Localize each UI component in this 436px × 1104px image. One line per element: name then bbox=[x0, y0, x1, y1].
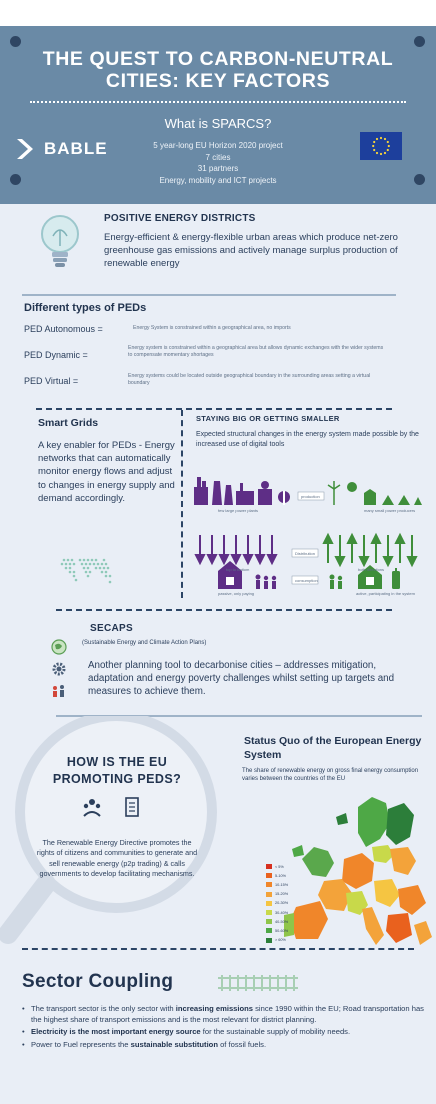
legend-label: 15-20% bbox=[275, 892, 289, 897]
ped-autonomous-desc: Energy System is constrained within a geographical area, no imports bbox=[133, 325, 291, 331]
label-top-to-bottom: top to bottom bbox=[226, 567, 250, 572]
legend-item bbox=[266, 871, 288, 880]
sector-coupling-heading: Sector Coupling bbox=[22, 971, 174, 992]
community-icon bbox=[82, 796, 102, 818]
label-few-large-plants: few large power plants bbox=[218, 508, 259, 513]
legend-label: 40-50% bbox=[275, 919, 289, 924]
map-legend bbox=[266, 862, 288, 945]
bable-wordmark: BABLE bbox=[44, 139, 108, 158]
label-production: production bbox=[301, 494, 320, 499]
secaps-heading: SECAPS bbox=[90, 623, 133, 634]
fact-line: 5 year-long EU Horizon 2020 project bbox=[153, 141, 283, 150]
corner-dot bbox=[10, 174, 21, 185]
bidirectional-arrows bbox=[324, 535, 416, 565]
label-many-small-producers: many small power producers bbox=[364, 508, 416, 513]
list-item bbox=[22, 1040, 426, 1051]
legend-swatch bbox=[266, 938, 272, 943]
corner-dot bbox=[414, 36, 425, 47]
label-active: active, participating in the system bbox=[356, 591, 415, 596]
power-plant-icons bbox=[194, 477, 272, 505]
bullet-emphasis: sustainable substitution bbox=[130, 1039, 218, 1049]
railway-icon bbox=[218, 975, 298, 991]
page-title: THE QUEST TO CARBON-NEUTRAL CITIES: KEY FACTORS bbox=[42, 48, 394, 92]
ped-types-heading: Different types of PEDs bbox=[24, 302, 147, 314]
dashed-divider bbox=[22, 948, 414, 950]
header-banner bbox=[0, 26, 436, 204]
status-quo-heading: Status Quo of the European Energy System bbox=[244, 735, 422, 761]
fact-line: Energy, mobility and ICT projects bbox=[159, 175, 277, 185]
staying-big-subtitle: Expected structural changes in the energy system made possible by the increased use of digital tools bbox=[196, 431, 419, 448]
legend-label: 5-10% bbox=[275, 873, 286, 878]
europe-map bbox=[262, 789, 436, 969]
ped-dynamic-desc: Energy system is constrained within a geographical area but allows dynamic exchanges with the wider systems to compensate momentary shortages bbox=[128, 345, 384, 358]
bable-logo bbox=[14, 136, 114, 162]
list-item bbox=[22, 1004, 426, 1025]
bullet-text: The transport sector is the only sector with bbox=[31, 1004, 176, 1013]
sector-coupling-list bbox=[22, 1004, 426, 1052]
legend-swatch bbox=[266, 892, 272, 897]
people-plan-icon bbox=[50, 682, 68, 700]
staying-big-heading: STAYING BIG OR GETTING SMALLER bbox=[196, 414, 340, 423]
infographic-page bbox=[0, 26, 436, 1104]
label-passive: passive, only paying bbox=[218, 591, 255, 596]
globe-icon bbox=[50, 638, 68, 656]
legend-label: > 60% bbox=[275, 938, 286, 943]
legend-swatch bbox=[266, 910, 272, 915]
fact-line: 7 cities bbox=[205, 152, 231, 162]
eu-promoting-heading: HOW IS THE EU PROMOTING PEDS? bbox=[52, 755, 182, 786]
legend-label: 50-60% bbox=[275, 928, 289, 933]
what-is-sparcs: What is SPARCS? bbox=[164, 116, 272, 131]
label-both-directions: both directions bbox=[358, 567, 385, 572]
bullet-text: since 1990 within the EU; Road transportation has the highest share of transport emissions and is the most relevant for district planning. bbox=[31, 1004, 424, 1024]
title-divider bbox=[30, 101, 406, 103]
legend-item bbox=[266, 890, 288, 899]
dashed-divider bbox=[56, 609, 392, 611]
bullet-text: of fossil fuels. bbox=[217, 1039, 267, 1049]
down-arrows bbox=[196, 535, 276, 563]
bullet-text: Power to Fuel represents the bbox=[31, 1039, 131, 1049]
corner-dot bbox=[10, 36, 21, 47]
ped-virtual-label: PED Virtual = bbox=[24, 376, 79, 386]
smart-grids-heading: Smart Grids bbox=[38, 417, 99, 429]
ped-autonomous-label: PED Autonomous = bbox=[24, 324, 103, 334]
sparcs-facts bbox=[120, 140, 316, 186]
secaps-text: Another planning tool to decarbonise cities – addresses mitigation, adaptation and energy poverty challenges whilst setting up targets and measures to achieve them. bbox=[88, 660, 395, 698]
legend-item bbox=[266, 936, 288, 945]
legend-item bbox=[266, 880, 288, 889]
legend-label: 30-40% bbox=[275, 910, 289, 915]
vertical-dashed-divider bbox=[181, 410, 183, 598]
bullet-emphasis: Electricity is the most important energy source bbox=[31, 1027, 201, 1037]
legend-item bbox=[266, 926, 288, 935]
bullet-text: for the sustainable supply of mobility needs. bbox=[200, 1027, 351, 1037]
list-item bbox=[22, 1027, 426, 1038]
label-consumption: consumption bbox=[295, 578, 318, 583]
legend-item bbox=[266, 908, 288, 917]
legend-swatch bbox=[266, 873, 272, 878]
legend-item bbox=[266, 899, 288, 908]
corner-dot bbox=[414, 174, 425, 185]
lightbulb-icon bbox=[38, 212, 82, 272]
legend-swatch bbox=[266, 882, 272, 887]
section-divider bbox=[22, 294, 396, 296]
secaps-subtitle: (Sustainable Energy and Climate Action Plans) bbox=[82, 640, 207, 646]
ped-dynamic-label: PED Dynamic = bbox=[24, 350, 88, 360]
gear-icon bbox=[50, 660, 68, 678]
fact-line: 31 partners bbox=[197, 164, 239, 173]
ped-virtual-desc: Energy systems could be located outside geographical boundary in the surrounding areas setting a virtual boundary bbox=[128, 373, 371, 386]
legend-label: < 5% bbox=[275, 864, 284, 869]
legend-swatch bbox=[266, 928, 272, 933]
ped-description: Energy-efficient & energy-flexible urban areas which produce net-zero greenhouse gas emissions and actively manage surplus production of renewable energy bbox=[104, 232, 398, 269]
legend-item bbox=[266, 917, 288, 926]
smart-grids-text: A key enabler for PEDs - Energy networks that can automatically monitor energy flows and adjust to changes in energy supply and demand accordingly. bbox=[38, 440, 175, 504]
legend-item bbox=[266, 862, 288, 871]
world-dots-icon bbox=[58, 554, 118, 588]
eu-flag-icon bbox=[360, 132, 402, 160]
ped-heading: POSITIVE ENERGY DISTRICTS bbox=[104, 213, 256, 224]
eu-promoting-text: The Renewable Energy Directive promotes the rights of citizens and communities to generate and sell renewable energy (p2p trading) & calls governments to develop facilitating mechanisms. bbox=[36, 838, 198, 878]
legend-swatch bbox=[266, 919, 272, 924]
legend-swatch bbox=[266, 901, 272, 906]
passive-consumer-icons bbox=[218, 561, 276, 589]
small-producers-icons bbox=[328, 481, 422, 505]
bable-chevron-icon bbox=[14, 136, 40, 162]
legend-label: 20-30% bbox=[275, 901, 289, 906]
legend-swatch bbox=[266, 864, 272, 869]
label-distribution: Distribution bbox=[295, 551, 316, 556]
bullet-emphasis: increasing emissions bbox=[175, 1004, 254, 1013]
structural-change-graphic bbox=[188, 459, 426, 599]
legend-label: 10-15% bbox=[275, 882, 289, 887]
document-law-icon bbox=[122, 796, 142, 818]
status-quo-subtitle: The share of renewable energy on gross final energy consumption varies between the countries of the EU bbox=[242, 768, 419, 782]
dashed-divider bbox=[36, 408, 392, 410]
